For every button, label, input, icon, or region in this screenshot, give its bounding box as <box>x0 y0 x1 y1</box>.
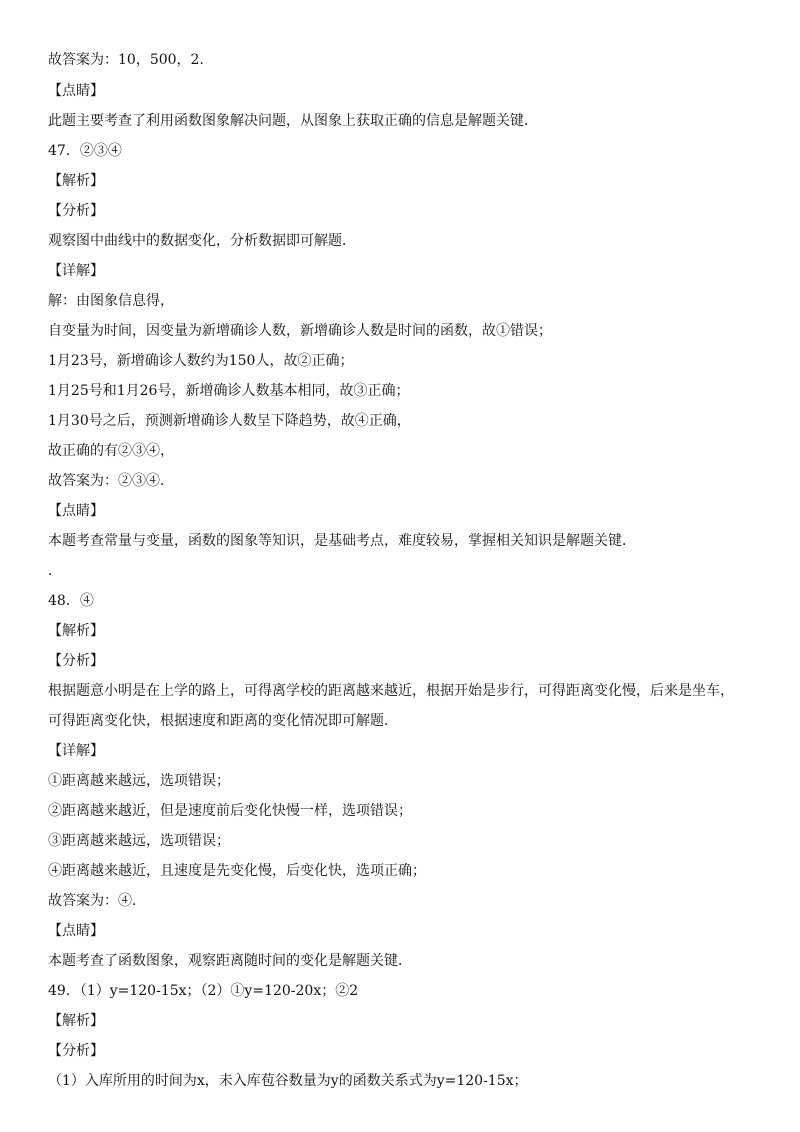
comment-text: 此题主要考查了利用函数图象解决问题，从图象上获取正确的信息是解题关键． <box>48 113 538 129</box>
answer-line: 故答案为：②③④． <box>48 473 174 489</box>
section-tag-detail: 【详解】 <box>48 263 104 279</box>
question-48-answer: 48．④ <box>48 593 94 609</box>
comment-text: 本题考查常量与变量，函数的图象等知识，是基础考点，难度较易，掌握相关知识是解题关键． <box>48 533 636 549</box>
comment-text: 本题考查了函数图象，观察距离随时间的变化是解题关键． <box>48 953 412 969</box>
detail-text: 故正确的有②③④， <box>48 443 174 459</box>
section-tag-solution: 【解析】 <box>48 1013 104 1029</box>
analysis-text: 可得距离变化快，根据速度和距离的变化情况即可解题． <box>48 713 398 729</box>
section-tag-analysis: 【分析】 <box>48 653 104 669</box>
section-tag-comment: 【点睛】 <box>48 503 104 519</box>
detail-text: ②距离越来越近，但是速度前后变化快慢一样，选项错误； <box>48 803 412 819</box>
section-tag-detail: 【详解】 <box>48 743 104 759</box>
detail-text: 1月30号之后，预测新增确诊人数呈下降趋势，故④正确， <box>48 413 411 429</box>
detail-text: ④距离越来越近，且速度是先变化慢，后变化快，选项正确； <box>48 863 426 879</box>
detail-text: ③距离越来越远，选项错误； <box>48 833 230 849</box>
detail-text: ①距离越来越远，选项错误； <box>48 773 230 789</box>
section-tag-comment: 【点睛】 <box>48 83 104 99</box>
analysis-text: 根据题意小明是在上学的路上，可得离学校的距离越来越近，根据开始是步行，可得距离变化慢，后来是坐车， <box>48 683 734 699</box>
section-tag-solution: 【解析】 <box>48 173 104 189</box>
question-49-answer: 49．（1）y=120-15x；（2）①y=120-20x；②2 <box>48 983 359 999</box>
answer-line: 故答案为：10，500，2． <box>48 52 214 68</box>
analysis-text: （1）入库所用的时间为x，未入库苞谷数量为y的函数关系式为y=120-15x； <box>48 1073 528 1089</box>
section-tag-comment: 【点睛】 <box>48 923 104 939</box>
section-tag-analysis: 【分析】 <box>48 203 104 219</box>
question-47-answer: 47．②③④ <box>48 143 122 159</box>
detail-text: 1月23号，新增确诊人数约为150人，故②正确； <box>48 353 354 369</box>
detail-text: 解：由图象信息得， <box>48 293 174 309</box>
stray-dot: ． <box>48 563 62 579</box>
section-tag-solution: 【解析】 <box>48 623 104 639</box>
detail-text: 自变量为时间，因变量为新增确诊人数，新增确诊人数是时间的函数，故①错误； <box>48 323 552 339</box>
detail-text: 1月25号和1月26号，新增确诊人数基本相同，故③正确； <box>48 383 410 399</box>
answer-line: 故答案为：④． <box>48 893 146 909</box>
analysis-text: 观察图中曲线中的数据变化，分析数据即可解题． <box>48 233 356 249</box>
section-tag-analysis: 【分析】 <box>48 1043 104 1059</box>
